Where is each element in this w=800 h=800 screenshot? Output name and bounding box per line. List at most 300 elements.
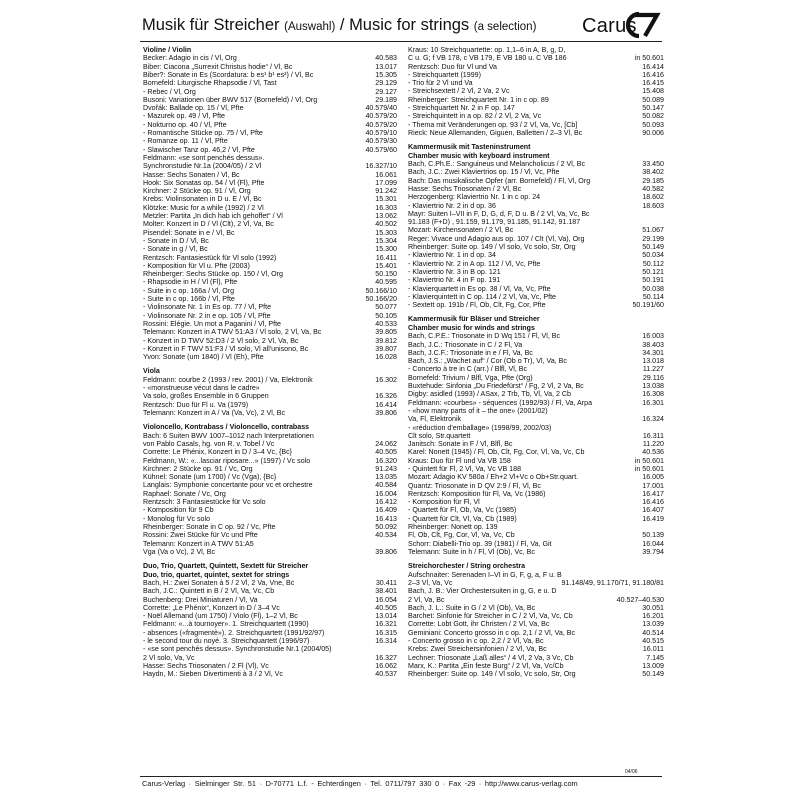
catalog-entry xyxy=(143,473,397,481)
entry-number: 90.006 xyxy=(642,128,664,137)
catalog-entry xyxy=(143,548,397,556)
entry-title: Vga (Va o Vc), 2 Vl, Bc xyxy=(143,547,216,556)
entry-number: 29.185 xyxy=(642,176,664,185)
catalog-entry xyxy=(408,112,664,120)
catalog-entry xyxy=(143,112,397,120)
catalog-entry xyxy=(408,251,664,259)
catalog-entry xyxy=(143,392,397,400)
entry-number: 16.326 xyxy=(375,392,397,401)
entry-title: Molter: Konzert in D / Vl (Clt), 2 Vl, Va, Bc xyxy=(143,220,274,229)
footer-rule xyxy=(140,776,662,777)
entry-number: 50.166/10 xyxy=(365,286,397,295)
entry-number: 16.302 xyxy=(375,375,397,384)
entry-number: 16.301 xyxy=(642,398,664,407)
entry-number: 13.035 xyxy=(375,473,397,482)
catalog-entry xyxy=(408,670,664,678)
entry-title: - Komposition für 9 Cb xyxy=(143,506,214,515)
entry-number: 16.416 xyxy=(642,70,664,79)
entry-title: - le second tour du noyé. 3. Streichquartett (1996/97) xyxy=(143,637,310,646)
entry-title: Bach, J.C.: Quintett in B / 2 Vl, Va, Vc, Cb xyxy=(143,587,275,596)
catalog-entry xyxy=(408,129,664,137)
catalog-entry xyxy=(143,63,397,71)
catalog-entry xyxy=(143,579,397,587)
entry-number: 16.413 xyxy=(375,514,397,523)
catalog-entry xyxy=(143,303,397,311)
catalog-entry xyxy=(143,523,397,531)
title-german: Musik für Streicher xyxy=(142,16,280,34)
entry-title: - Klaviertrio Nr. 2 in d op. 36 xyxy=(408,201,496,210)
entry-title: - Konzert in F TWV 51:F3 / Vl solo, Vl all'unisono, Bc xyxy=(143,344,309,353)
entry-title: Feldmann, W.: «...lasciar riposare...» (1997) / Vc solo xyxy=(143,456,311,465)
entry-number: 40.579/10 xyxy=(365,129,397,138)
entry-title: Digby: asidled (1993) / ASax, 2 Trb, Tb, Vl, Va, 2 Cb xyxy=(408,390,571,399)
entry-title: Rieck: Neue Allemanden, Giguen, Balletten / 2–3 Vl, Bc xyxy=(408,128,583,137)
catalog-entry xyxy=(143,179,397,187)
catalog-entry xyxy=(408,548,664,556)
catalog-entry xyxy=(408,390,664,398)
entry-number: 16.062 xyxy=(375,661,397,670)
entry-number: 50.147 xyxy=(642,104,664,113)
entry-title: - Sextett op. 191b / Fl, Ob, Clt, Fg, Cor, Pfte xyxy=(408,301,546,310)
entry-title: - Noël Allemand (um 1750) / Violo (Fl), 1–2 Vl, Bc xyxy=(143,612,298,621)
catalog-entry xyxy=(408,285,664,293)
entry-title: von Pablo Casals, hg. von R. v. Tobel / Vc xyxy=(143,439,275,448)
catalog-entry xyxy=(408,177,664,185)
catalog-entry xyxy=(143,596,397,604)
catalog-entry xyxy=(143,587,397,595)
entry-number: 29.116 xyxy=(642,373,664,382)
entry-number: 16.308 xyxy=(642,390,664,399)
entry-number: 29.199 xyxy=(642,234,664,243)
catalog-entry xyxy=(143,312,397,320)
catalog-entry xyxy=(408,457,664,465)
entry-title: Herzogenberg: Klaviertrio Nr. 1 in c op. 24 xyxy=(408,193,541,202)
entry-number: 50.082 xyxy=(642,112,664,121)
entry-number: 13.038 xyxy=(642,382,664,391)
title-english: Music for strings xyxy=(349,16,470,34)
catalog-entry xyxy=(143,353,397,361)
catalog-entry xyxy=(408,96,664,104)
catalog-entry xyxy=(143,88,397,96)
catalog-entry xyxy=(408,604,664,612)
catalog-entry xyxy=(143,96,397,104)
entry-number: 16.314 xyxy=(375,637,397,646)
entry-number: 16.311 xyxy=(642,431,664,440)
entry-title: Kühnel: Sonate (um 1700) / Vc (Vga), {Bc} xyxy=(143,473,277,482)
entry-title: Rentzsch: Komposition für Fl, Va, Vc (1986) xyxy=(408,489,546,498)
entry-title: - Monolog für Vc solo xyxy=(143,514,211,523)
catalog-entry xyxy=(408,579,664,587)
entry-title: Synchronstudie Nr.1a (2004/05) / 2 Vl xyxy=(143,162,262,171)
entry-number: 39.807 xyxy=(375,344,397,353)
catalog-entry xyxy=(143,448,397,456)
entry-number: 40.579/40 xyxy=(365,104,397,113)
entry-title: Biber: Ciacona „Surrexit Christus hodie“ / Vl, Bc xyxy=(143,62,293,71)
entry-title: Hasse: Sechs Triosonaten / 2 Vl, Bc xyxy=(408,184,522,193)
section-heading: Kammermusik für Bläser und Streicher xyxy=(408,315,540,324)
entry-title: Buxtehude: Sinfonia „Du Friedefürst“ / Fg, 2 Vl, 2 Va, Bc xyxy=(408,382,584,391)
entry-title: - «how many parts of it – the one» (2001/02) xyxy=(408,406,548,415)
catalog-entry xyxy=(143,654,397,662)
catalog-entry xyxy=(408,374,664,382)
entry-title: - Quintett für Fl, 2 Vl, Va, Vc VB 188 xyxy=(408,464,522,473)
entry-number: 16.315 xyxy=(375,628,397,637)
entry-title: - Suite in c op. 166a / Vl, Org xyxy=(143,286,235,295)
catalog-entry xyxy=(143,295,397,303)
entry-title: - Klaviertrio Nr. 3 in B op. 121 xyxy=(408,267,501,276)
catalog-entry xyxy=(143,54,397,62)
entry-number: 13.014 xyxy=(375,612,397,621)
entry-number: 39.806 xyxy=(375,547,397,556)
catalog-entry xyxy=(408,506,664,514)
entry-title: Barchet: Sinfonie für Streicher in C / 2 Vl, Va, Vc, Cb xyxy=(408,612,573,621)
entry-number: 16.419 xyxy=(642,514,664,523)
catalog-entry xyxy=(408,160,664,168)
section-heading: Streichorchester / String orchestra xyxy=(408,562,526,571)
ensemble-list-continued xyxy=(408,46,664,137)
catalog-entry xyxy=(408,645,664,653)
entry-number: 16.004 xyxy=(375,489,397,498)
entry-number: 13.018 xyxy=(642,357,664,366)
catalog-entry xyxy=(408,121,664,129)
entry-number: 40.579/60 xyxy=(365,145,397,154)
catalog-entry xyxy=(143,237,397,245)
entry-number: 50.121 xyxy=(642,267,664,276)
catalog-entry xyxy=(408,79,664,87)
entry-title: Rentzsch: Fantasiestück für Vl solo (1992) xyxy=(143,253,277,262)
entry-number: 50.093 xyxy=(642,120,664,129)
catalog-entry xyxy=(408,382,664,390)
section-heading: Viola xyxy=(143,367,160,376)
catalog-entry xyxy=(408,210,664,218)
entry-title: - Concerto grosso in c op. 2,2 / 2 Vl, Va, Bc xyxy=(408,637,544,646)
catalog-entry xyxy=(408,571,664,579)
catalog-entry xyxy=(143,220,397,228)
entry-title: - Streichquartett Nr. 2 in F op. 147 xyxy=(408,104,515,113)
catalog-entry xyxy=(408,465,664,473)
entry-title: Bach, C.Ph.E.: Sanguineus und Melancholicus / 2 Vl, Bc xyxy=(408,160,586,169)
entry-title: Corrette: „Le Phénix“, Konzert in D / 3–4 Vc xyxy=(143,603,280,612)
catalog-entry xyxy=(408,357,664,365)
catalog-entry xyxy=(408,482,664,490)
entry-title: - Mazurek op. 49 / Vl, Pfte xyxy=(143,112,226,121)
entry-title: - Konzert in D TWV 52:D3 / 2 Vl solo, 2 Vl, Va, Bc xyxy=(143,336,299,345)
catalog-entry xyxy=(408,235,664,243)
entry-number: 7.145 xyxy=(646,653,664,662)
entry-number: 16.409 xyxy=(375,506,397,515)
catalog-entry xyxy=(408,540,664,548)
entry-number: 34.301 xyxy=(642,348,664,357)
catalog-entry xyxy=(143,345,397,353)
entry-title: Telemann: Suite in h / Fl, Vl (Ob), Vc, Bc xyxy=(408,547,535,556)
catalog-entry xyxy=(143,670,397,678)
entry-number: 29.189 xyxy=(375,95,397,104)
entry-number: 50.139 xyxy=(642,531,664,540)
entry-number: 11.220 xyxy=(642,440,664,449)
entry-number: 16.005 xyxy=(642,473,664,482)
entry-number: 38.402 xyxy=(642,168,664,177)
entry-number: 16.324 xyxy=(642,415,664,424)
catalog-entry xyxy=(143,287,397,295)
entry-title: Buchenberg: Drei Miniaturen / Vl, Va xyxy=(143,595,258,604)
entry-title: - Streichquartett (1999) xyxy=(408,70,481,79)
entry-title: Mozart: Kirchensonaten / 2 Vl, Bc xyxy=(408,226,514,235)
catalog-entry xyxy=(408,612,664,620)
catalog-entry xyxy=(143,137,397,145)
entry-title: Pisendel: Sonate in e / Vl, Bc xyxy=(143,228,235,237)
entry-number: 16.412 xyxy=(375,498,397,507)
entry-number: 15.305 xyxy=(375,71,397,79)
entry-title: Biber?: Sonate in Es (Scordatura: b es¹ b¹ es²) / Vl, Bc xyxy=(143,71,314,79)
entry-number: 50.034 xyxy=(642,251,664,260)
entry-number: 50.089 xyxy=(642,95,664,104)
entry-title: Kraus: 10 Streichquartette: op. 1,1–6 in A, B, g, D, xyxy=(408,46,566,54)
entry-title: Bach, H.: Zwei Sonaten à 5 / 2 Vl, 2 Va, Vne, Bc xyxy=(143,578,295,587)
entry-title: - Violinsonate Nr. 2 in e op. 105 / Vl, Pfte xyxy=(143,311,271,320)
entry-title: Rheinberger: Sechs Stücke op. 150 / Vl, Org xyxy=(143,270,283,279)
entry-title: Rossini: Elégie. Un mot a Paganini / Vl, Pfte xyxy=(143,319,282,328)
entry-number: 15.304 xyxy=(375,236,397,245)
catalog-entry xyxy=(143,320,397,328)
section-heading: Violine / Violin xyxy=(143,46,192,54)
catalog-entry xyxy=(143,212,397,220)
catalog-entry xyxy=(408,293,664,301)
catalog-entry xyxy=(143,662,397,670)
left-column xyxy=(143,46,397,679)
entry-title: Rheinberger: Streichquartett Nr. 1 in c op. 89 xyxy=(408,95,549,104)
entry-number: 30.051 xyxy=(642,603,664,612)
entry-number: 15.408 xyxy=(642,87,664,96)
entry-title: Mayr: Suiten I–VII in F, D, G, d, F, D u. B / 2 Vl, Va, Vc, Bc xyxy=(408,209,590,218)
entry-number: 16.416 xyxy=(642,498,664,507)
entry-number: 16.414 xyxy=(375,400,397,409)
entry-title: - Klaviertrio Nr. 2 in A op. 112 / Vl, Vc, Pfte xyxy=(408,259,541,268)
entry-number: 50.149 xyxy=(642,670,664,679)
catalog-entry xyxy=(143,620,397,628)
entry-number: 50.191/60 xyxy=(632,301,664,310)
entry-title: Becker: Adagio in cis / Vl, Org xyxy=(143,54,237,63)
catalog-entry xyxy=(143,204,397,212)
catalog-entry xyxy=(408,415,664,423)
entry-number: 29.129 xyxy=(375,79,397,88)
catalog-entry xyxy=(408,637,664,645)
entry-title: Krebs: Zwei Streichersinfonien / 2 Vl, Va, Bc xyxy=(408,645,547,654)
entry-title: 2 Vl, Va, Bc xyxy=(408,595,445,604)
entry-title: - Sonate in g / Vl, Bc xyxy=(143,245,208,254)
catalog-entry xyxy=(408,654,664,662)
catalog-entry xyxy=(143,229,397,237)
entry-number: 16.327 xyxy=(375,653,397,662)
catalog-entry xyxy=(408,46,664,54)
entry-number: 33.450 xyxy=(642,160,664,169)
entry-number: 39.806 xyxy=(375,408,397,417)
entry-number: 17.099 xyxy=(375,178,397,187)
catalog-entry xyxy=(143,401,397,409)
entry-title: Metzler: Partita „In dich hab ich gehoffet“ / Vl xyxy=(143,212,283,221)
catalog-entry xyxy=(143,146,397,154)
winds-strings-list xyxy=(408,332,664,556)
catalog-entry xyxy=(408,629,664,637)
entry-title: Haydn, M.: Sieben Divertimenti à 3 / 2 Vl, Vc xyxy=(143,670,283,679)
entry-title: Reger: Vivace und Adagio aus op. 107 / Clt (Vl, Va), Org xyxy=(408,234,585,243)
catalog-entry xyxy=(143,121,397,129)
catalog-entry xyxy=(143,270,397,278)
entry-title: Telemann: Konzert in A TWV 51:A3 / Vl solo, 2 Vl, Va, Bc xyxy=(143,328,322,337)
entry-number: 16.414 xyxy=(642,62,664,71)
catalog-entry xyxy=(143,162,397,170)
catalog-entry xyxy=(143,540,397,548)
catalog-entry xyxy=(408,301,664,309)
catalog-entry xyxy=(143,245,397,253)
entry-number: 40.595 xyxy=(375,278,397,287)
entry-number: 30.411 xyxy=(375,578,397,587)
entry-title: - Quartett für Clt, Vl, Va, Cb (1989) xyxy=(408,514,517,523)
string-orchestra-list xyxy=(408,571,664,679)
entry-title: Kirchner: 2 Stücke op. 91 / Vc, Org xyxy=(143,464,253,473)
catalog-entry xyxy=(408,531,664,539)
entry-number: 51.067 xyxy=(642,226,664,235)
catalog-entry xyxy=(408,243,664,251)
entry-number: in 50.601 xyxy=(634,54,664,63)
catalog-entry xyxy=(408,71,664,79)
entry-title: Busoni: Variationen über BWV 517 (Bornefeld) / Vl, Org xyxy=(143,95,318,104)
catalog-entry xyxy=(408,332,664,340)
entry-title: Feldmann: «courbes» - séquences (1992/93) / Fl, Va, Arpa xyxy=(408,398,593,407)
entry-number: 29.127 xyxy=(375,87,397,96)
entry-number: 39.794 xyxy=(642,547,664,556)
entry-title: - Suite in c op. 166b / Vl, Pfte xyxy=(143,295,235,304)
entry-number: 15.301 xyxy=(375,195,397,204)
entry-number: 50.166/20 xyxy=(365,295,397,304)
entry-title: Clt solo, Str.quartett xyxy=(408,431,471,440)
entry-number: 40.502 xyxy=(375,220,397,229)
entry-title: Bach, J.C.F.: Triosonate in e / Fl, Va, Bc xyxy=(408,348,533,357)
entry-title: Bach, J. L.: Suite in G / 2 Vl (Ob), Va, Bc xyxy=(408,603,536,612)
entry-number: 16.417 xyxy=(642,489,664,498)
entry-title: - Klaviertrio Nr. 4 in F op. 191 xyxy=(408,276,501,285)
catalog-entry xyxy=(408,515,664,523)
entry-title: Bach: Das musikalische Opfer (arr. Bornefeld) / Fl, Vl, Org xyxy=(408,176,591,185)
entry-title: Bach: 6 Suiten BWV 1007–1012 nach Interpretationen xyxy=(143,431,314,440)
catalog-entry xyxy=(143,409,397,417)
entry-title: 2 Vl solo, Va, Vc xyxy=(143,653,195,662)
entry-title: - «réduction d'emballage» (1998/99, 2002/03) xyxy=(408,423,552,432)
entry-title: Quantz: Triosonate in D QV 2:9 / Fl, Vl, Bc xyxy=(408,481,541,490)
entry-number: 13.062 xyxy=(375,212,397,221)
entry-title: Langlais: Symphonie concertante pour vc et orchestre xyxy=(143,481,313,490)
entry-title: Hasse: Sechs Sonaten / Vl, Bc xyxy=(143,170,240,179)
entry-number: 91.148/49, 91.170/71, 91.180/81 xyxy=(561,578,664,587)
entry-number: 16.054 xyxy=(375,595,397,604)
entry-title: - Nokturno op. 40 / Vl, Pfte xyxy=(143,120,227,129)
entry-title: - Sonate in D / Vl, Bc xyxy=(143,236,209,245)
catalog-entry xyxy=(408,226,664,234)
catalog-entry xyxy=(408,341,664,349)
entry-number: 40.579/20 xyxy=(365,120,397,129)
entry-number: 13.009 xyxy=(642,661,664,670)
catalog-entry xyxy=(143,629,397,637)
entry-title: Mozart: Adagio KV 580a / Eh+2 Vl+Vc o Ob+Str.quart. xyxy=(408,473,579,482)
entry-title: - Quartett für Fl, Ob, Va, Vc (1985) xyxy=(408,506,517,515)
catalog-entry xyxy=(408,620,664,628)
entry-title: Rheinberger: Sonate in C op. 92 / Vc, Pfte xyxy=(143,522,276,531)
catalog-entry xyxy=(143,187,397,195)
entry-title: Krebs: Violinsonaten in D u. E / Vl, Bc xyxy=(143,195,262,204)
entry-number: 40.582 xyxy=(642,184,664,193)
catalog-entry xyxy=(143,531,397,539)
entry-number: 16.003 xyxy=(642,332,664,341)
catalog-entry xyxy=(143,465,397,473)
catalog-entry xyxy=(408,424,664,432)
entry-number: 18.602 xyxy=(642,193,664,202)
entry-number: 40.515 xyxy=(642,637,664,646)
entry-number: 40.536 xyxy=(642,448,664,457)
entry-number: 24.062 xyxy=(375,439,397,448)
catalog-entry xyxy=(143,490,397,498)
entry-title: Klötzke: Music for a while (1992) / 2 Vl xyxy=(143,203,264,212)
catalog-entry xyxy=(408,407,664,415)
section-heading: Kammermusik mit Tasteninstrument xyxy=(408,143,531,152)
viola-list xyxy=(143,376,397,417)
brand-name: Carus xyxy=(582,15,637,37)
entry-number: in 50.601 xyxy=(634,456,664,465)
catalog-entry xyxy=(143,515,397,523)
entry-title: Rheinberger: Suite op. 149 / Vl solo, Vc solo, Str, Org xyxy=(408,243,576,252)
entry-title: Janitsch: Sonate in F / Vl, Blfl, Bc xyxy=(408,440,513,449)
catalog-entry xyxy=(143,506,397,514)
catalog-entry xyxy=(143,171,397,179)
entry-number: 39.812 xyxy=(375,336,397,345)
catalog-entry xyxy=(143,457,397,465)
entry-title: - Romanze op. 11 / Vl, Pfte xyxy=(143,137,228,146)
entry-title: - Komposition für Fl, Vl xyxy=(408,498,480,507)
entry-title: - Streichsextett / 2 Vl, 2 Va, 2 Vc xyxy=(408,87,510,96)
catalog-entry xyxy=(408,399,664,407)
entry-title: Rentzsch: Duo für Vl und Va xyxy=(408,62,497,71)
entry-number: 40.533 xyxy=(375,319,397,328)
entry-title: Rheinberger: Nonett op. 139 xyxy=(408,523,498,532)
catalog-entry xyxy=(408,473,664,481)
entry-title: Raphael: Sonate / Vc, Org xyxy=(143,489,226,498)
entry-title: Rossini: Zwei Stücke für Vc und Pfte xyxy=(143,531,258,540)
header-rule xyxy=(140,41,662,42)
entry-title: - «monstrueuse vécut dans le cadre» xyxy=(143,384,260,393)
entry-number: 40.579/30 xyxy=(365,137,397,146)
catalog-entry xyxy=(408,490,664,498)
catalog-entry xyxy=(408,662,664,670)
catalog-entry xyxy=(143,71,397,79)
entry-title: - «se sont penchés dessus». Synchronstudie Nr.1 (2004/05) xyxy=(143,645,332,654)
entry-number: 17.001 xyxy=(642,481,664,490)
ensemble-list xyxy=(143,579,397,679)
entry-number: 16.321 xyxy=(375,620,397,629)
entry-title: Yvon: Sonate (um 1840) / Vl (Eh), Pfte xyxy=(143,353,264,362)
catalog-entry xyxy=(408,193,664,201)
section-heading-english: Chamber music for winds and strings xyxy=(408,323,535,332)
entry-title: - Rebec / Vl, Org xyxy=(143,87,196,96)
entry-number: 40.579/20 xyxy=(365,112,397,121)
catalog-entry xyxy=(143,432,397,440)
entry-title: Feldmann: courbe 2 (1993 / rev. 2001) / Va, Elektronik xyxy=(143,375,313,384)
catalog-entry xyxy=(143,254,397,262)
entry-title: Rheinberger: Suite op. 149 / Vl solo, Vc solo, Str, Org xyxy=(408,670,576,679)
entry-title: Marx, K.: Partita „Ein feste Burg“ / 2 Vl, Va, Vc/Cb xyxy=(408,661,564,670)
entry-number: 40.505 xyxy=(375,448,397,457)
entry-title: - Slawischer Tanz op. 46,2 / Vl, Pfte xyxy=(143,145,255,154)
entry-number: 15.300 xyxy=(375,245,397,254)
catalog-entry xyxy=(408,104,664,112)
entry-number: 16.044 xyxy=(642,539,664,548)
